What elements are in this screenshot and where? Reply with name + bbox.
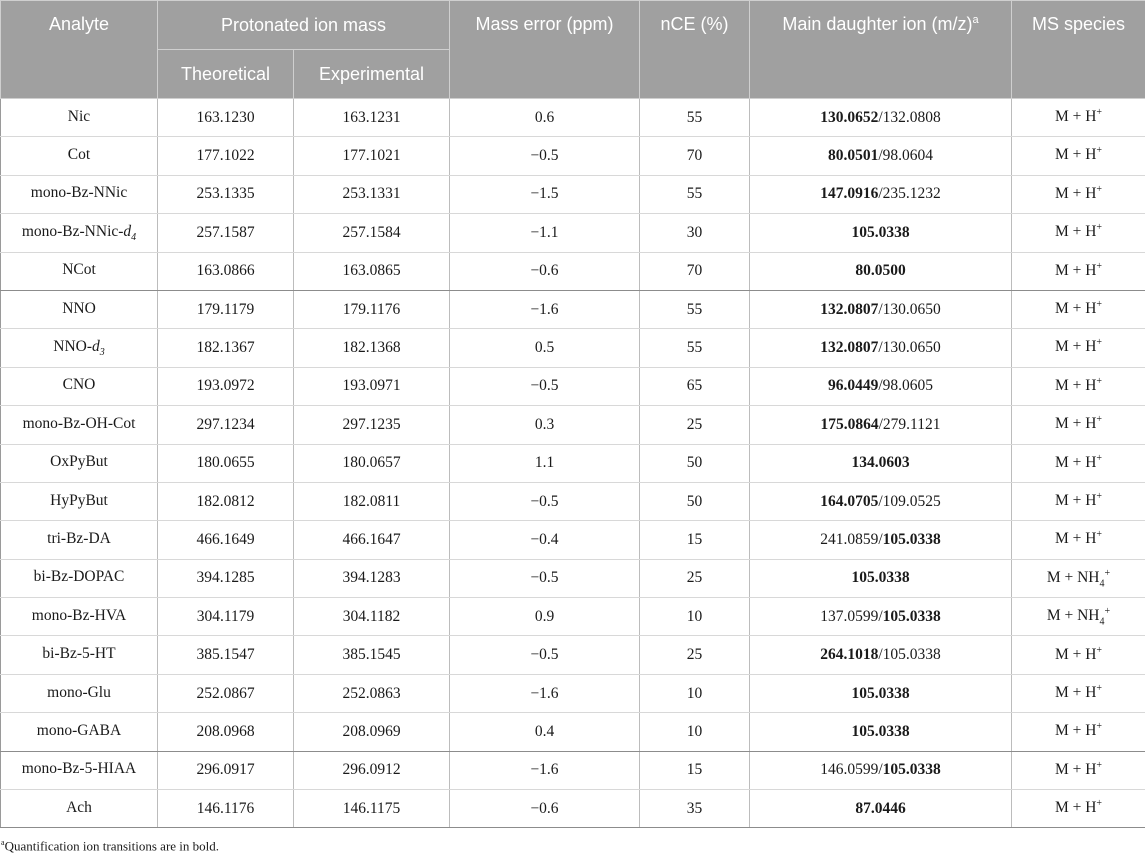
ms-species-charge: + bbox=[1096, 683, 1102, 694]
cell-mass-error: −1.5 bbox=[450, 175, 640, 213]
cell-analyte bbox=[1, 751, 158, 789]
cell-daughter-ion bbox=[750, 790, 1012, 828]
cell-mass-error: −1.6 bbox=[450, 751, 640, 789]
ms-species-base: M + H bbox=[1055, 799, 1096, 816]
cell-theoretical: 182.0812 bbox=[158, 482, 294, 520]
cell-daughter-ion bbox=[750, 214, 1012, 252]
cell-analyte bbox=[1, 99, 158, 137]
cell-ms-species bbox=[1012, 559, 1145, 597]
ms-species-charge: + bbox=[1096, 414, 1102, 425]
header-ms-species: MS species bbox=[1012, 1, 1145, 99]
ms-species-base: M + NH bbox=[1047, 607, 1100, 624]
cell-experimental: 394.1283 bbox=[294, 559, 450, 597]
daughter-ion-quantifier: 132.0807 bbox=[820, 339, 878, 356]
table-row bbox=[1, 559, 1145, 597]
cell-daughter-ion bbox=[750, 252, 1012, 290]
cell-daughter-ion bbox=[750, 482, 1012, 520]
cell-theoretical: 163.0866 bbox=[158, 252, 294, 290]
header-main-daughter-ion bbox=[750, 1, 1012, 99]
cell-experimental: 193.0971 bbox=[294, 367, 450, 405]
ms-species-base: M + H bbox=[1055, 339, 1096, 356]
ms-species-charge: + bbox=[1096, 645, 1102, 656]
daughter-ion-quantifier: 132.0807 bbox=[820, 301, 878, 318]
cell-theoretical: 208.0968 bbox=[158, 713, 294, 751]
cell-mass-error: 0.3 bbox=[450, 406, 640, 444]
cell-theoretical: 163.1230 bbox=[158, 99, 294, 137]
cell-nce: 55 bbox=[640, 175, 750, 213]
cell-experimental: 466.1647 bbox=[294, 521, 450, 559]
ms-species-base: M + H bbox=[1055, 415, 1096, 432]
ms-species-charge: + bbox=[1096, 222, 1102, 233]
cell-theoretical: 182.1367 bbox=[158, 329, 294, 367]
cell-daughter-ion bbox=[750, 636, 1012, 674]
cell-analyte bbox=[1, 482, 158, 520]
ms-species-charge: + bbox=[1096, 376, 1102, 387]
ms-species-charge: + bbox=[1096, 299, 1102, 310]
cell-ms-species bbox=[1012, 482, 1145, 520]
ms-species-charge: + bbox=[1096, 798, 1102, 809]
daughter-ion-suffix: /109.0525 bbox=[878, 493, 940, 510]
cell-theoretical: 193.0972 bbox=[158, 367, 294, 405]
cell-mass-error: −0.5 bbox=[450, 137, 640, 175]
analyte-name: mono-Bz-5-HIAA bbox=[22, 760, 137, 777]
cell-experimental: 304.1182 bbox=[294, 598, 450, 636]
daughter-ion-suffix: /279.1121 bbox=[879, 416, 941, 433]
analyte-name: mono-Bz-NNic bbox=[31, 184, 127, 201]
cell-experimental: 163.1231 bbox=[294, 99, 450, 137]
cell-mass-error: 0.9 bbox=[450, 598, 640, 636]
ms-species-base: M + H bbox=[1055, 722, 1096, 739]
daughter-ion-quantifier: 80.0501 bbox=[828, 147, 878, 164]
ms-species-charge: + bbox=[1096, 261, 1102, 272]
cell-theoretical: 179.1179 bbox=[158, 290, 294, 328]
cell-daughter-ion bbox=[750, 598, 1012, 636]
ms-species-base: M + H bbox=[1055, 454, 1096, 471]
cell-experimental: 182.0811 bbox=[294, 482, 450, 520]
table-row bbox=[1, 137, 1145, 175]
cell-analyte bbox=[1, 137, 158, 175]
cell-theoretical: 253.1335 bbox=[158, 175, 294, 213]
ms-species-charge: + bbox=[1096, 491, 1102, 502]
ms-species-base: M + H bbox=[1055, 185, 1096, 202]
header-main-daughter-ion-label: Main daughter ion (m/z) bbox=[782, 14, 972, 34]
cell-daughter-ion bbox=[750, 521, 1012, 559]
cell-nce: 55 bbox=[640, 329, 750, 367]
analyte-name: mono-Bz-NNic- bbox=[22, 223, 124, 240]
ms-species-base: M + H bbox=[1055, 761, 1096, 778]
cell-ms-species bbox=[1012, 406, 1145, 444]
ms-species-subscript: 4 bbox=[1100, 616, 1105, 627]
cell-analyte bbox=[1, 214, 158, 252]
table-row bbox=[1, 598, 1145, 636]
cell-mass-error: 0.6 bbox=[450, 99, 640, 137]
daughter-ion-quantifier: 105.0338 bbox=[883, 531, 941, 548]
cell-nce: 70 bbox=[640, 252, 750, 290]
table-row bbox=[1, 521, 1145, 559]
cell-experimental: 385.1545 bbox=[294, 636, 450, 674]
analyte-name: NCot bbox=[62, 261, 96, 278]
ms-species-charge: + bbox=[1105, 606, 1111, 617]
daughter-ion-quantifier: 105.0338 bbox=[851, 685, 909, 702]
cell-ms-species bbox=[1012, 367, 1145, 405]
table-row bbox=[1, 751, 1145, 789]
daughter-ion-quantifier: 96.0449 bbox=[828, 377, 878, 394]
cell-analyte bbox=[1, 444, 158, 482]
cell-ms-species bbox=[1012, 713, 1145, 751]
cell-nce: 15 bbox=[640, 521, 750, 559]
cell-analyte bbox=[1, 713, 158, 751]
cell-daughter-ion bbox=[750, 559, 1012, 597]
cell-nce: 35 bbox=[640, 790, 750, 828]
analyte-name: CNO bbox=[63, 376, 96, 393]
cell-daughter-ion bbox=[750, 751, 1012, 789]
footnote-marker: a bbox=[1, 838, 5, 847]
cell-theoretical: 297.1234 bbox=[158, 406, 294, 444]
cell-nce: 25 bbox=[640, 636, 750, 674]
analyte-name: Ach bbox=[66, 799, 92, 816]
cell-theoretical: 385.1547 bbox=[158, 636, 294, 674]
table-row bbox=[1, 252, 1145, 290]
table-body bbox=[1, 99, 1145, 828]
cell-experimental: 163.0865 bbox=[294, 252, 450, 290]
cell-nce: 50 bbox=[640, 444, 750, 482]
ms-species-charge: + bbox=[1096, 453, 1102, 464]
cell-nce: 10 bbox=[640, 674, 750, 712]
analyte-isotope-count: 4 bbox=[131, 232, 136, 243]
daughter-ion-suffix: /98.0605 bbox=[878, 377, 933, 394]
cell-mass-error: −1.6 bbox=[450, 290, 640, 328]
analyte-name: Cot bbox=[68, 146, 90, 163]
daughter-ion-prefix: 241.0859/ bbox=[820, 531, 882, 548]
table-row bbox=[1, 713, 1145, 751]
cell-mass-error: −0.5 bbox=[450, 636, 640, 674]
ms-species-charge: + bbox=[1096, 145, 1102, 156]
ms-species-charge: + bbox=[1096, 107, 1102, 118]
header-protonated-ion-mass: Protonated ion mass bbox=[158, 1, 450, 50]
ms-species-base: M + NH bbox=[1047, 569, 1100, 586]
cell-daughter-ion bbox=[750, 137, 1012, 175]
daughter-ion-quantifier: 134.0603 bbox=[851, 454, 909, 471]
analyte-name: mono-Bz-HVA bbox=[32, 607, 126, 624]
cell-theoretical: 466.1649 bbox=[158, 521, 294, 559]
daughter-ion-quantifier: 147.0916 bbox=[820, 185, 878, 202]
daughter-ion-quantifier: 80.0500 bbox=[855, 262, 905, 279]
cell-daughter-ion bbox=[750, 329, 1012, 367]
ms-species-charge: + bbox=[1105, 568, 1111, 579]
cell-daughter-ion bbox=[750, 444, 1012, 482]
table-row bbox=[1, 406, 1145, 444]
cell-daughter-ion bbox=[750, 713, 1012, 751]
daughter-ion-suffix: /130.0650 bbox=[878, 301, 940, 318]
cell-ms-species bbox=[1012, 252, 1145, 290]
cell-nce: 30 bbox=[640, 214, 750, 252]
ms-species-base: M + H bbox=[1055, 377, 1096, 394]
cell-nce: 70 bbox=[640, 137, 750, 175]
cell-ms-species bbox=[1012, 99, 1145, 137]
cell-mass-error: 1.1 bbox=[450, 444, 640, 482]
cell-analyte bbox=[1, 175, 158, 213]
daughter-ion-quantifier: 175.0864 bbox=[821, 416, 879, 433]
header-analyte: Analyte bbox=[1, 1, 158, 99]
cell-ms-species bbox=[1012, 214, 1145, 252]
cell-experimental: 297.1235 bbox=[294, 406, 450, 444]
daughter-ion-quantifier: 105.0338 bbox=[883, 761, 941, 778]
cell-daughter-ion bbox=[750, 99, 1012, 137]
ms-species-base: M + H bbox=[1055, 300, 1096, 317]
cell-theoretical: 180.0655 bbox=[158, 444, 294, 482]
cell-analyte bbox=[1, 790, 158, 828]
header-experimental: Experimental bbox=[294, 50, 450, 99]
cell-theoretical: 394.1285 bbox=[158, 559, 294, 597]
cell-nce: 55 bbox=[640, 99, 750, 137]
analyte-name: mono-Glu bbox=[47, 684, 111, 701]
analyte-isotope-count: 3 bbox=[100, 347, 105, 358]
cell-mass-error: −0.5 bbox=[450, 367, 640, 405]
analyte-name: bi-Bz-5-HT bbox=[42, 645, 115, 662]
cell-daughter-ion bbox=[750, 290, 1012, 328]
analyte-name: tri-Bz-DA bbox=[47, 530, 111, 547]
cell-mass-error: 0.5 bbox=[450, 329, 640, 367]
cell-ms-species bbox=[1012, 329, 1145, 367]
table-row bbox=[1, 175, 1145, 213]
cell-ms-species bbox=[1012, 521, 1145, 559]
table-row bbox=[1, 99, 1145, 137]
cell-experimental: 257.1584 bbox=[294, 214, 450, 252]
cell-analyte bbox=[1, 367, 158, 405]
cell-analyte bbox=[1, 674, 158, 712]
ms-species-charge: + bbox=[1096, 760, 1102, 771]
ms-species-base: M + H bbox=[1055, 108, 1096, 125]
analyte-name: NNO- bbox=[53, 338, 92, 355]
daughter-ion-suffix: /130.0650 bbox=[878, 339, 940, 356]
daughter-ion-suffix: /235.1232 bbox=[878, 185, 940, 202]
cell-mass-error: −1.1 bbox=[450, 214, 640, 252]
daughter-ion-quantifier: 105.0338 bbox=[851, 569, 909, 586]
cell-ms-species bbox=[1012, 674, 1145, 712]
ms-species-charge: + bbox=[1096, 529, 1102, 540]
cell-mass-error: −0.6 bbox=[450, 790, 640, 828]
cell-ms-species bbox=[1012, 636, 1145, 674]
daughter-ion-quantifier: 87.0446 bbox=[855, 800, 905, 817]
cell-analyte bbox=[1, 521, 158, 559]
cell-experimental: 253.1331 bbox=[294, 175, 450, 213]
cell-experimental: 296.0912 bbox=[294, 751, 450, 789]
analyte-name: mono-GABA bbox=[37, 722, 121, 739]
cell-nce: 15 bbox=[640, 751, 750, 789]
cell-mass-error: 0.4 bbox=[450, 713, 640, 751]
ms-species-charge: + bbox=[1096, 337, 1102, 348]
table-row bbox=[1, 636, 1145, 674]
cell-theoretical: 146.1176 bbox=[158, 790, 294, 828]
cell-theoretical: 252.0867 bbox=[158, 674, 294, 712]
table-row bbox=[1, 214, 1145, 252]
analyte-name: mono-Bz-OH-Cot bbox=[23, 415, 136, 432]
cell-nce: 25 bbox=[640, 559, 750, 597]
ms-species-base: M + H bbox=[1055, 262, 1096, 279]
cell-mass-error: −0.4 bbox=[450, 521, 640, 559]
cell-ms-species bbox=[1012, 290, 1145, 328]
cell-ms-species bbox=[1012, 137, 1145, 175]
cell-nce: 10 bbox=[640, 598, 750, 636]
cell-analyte bbox=[1, 252, 158, 290]
cell-mass-error: −0.5 bbox=[450, 482, 640, 520]
analyte-isotope-letter: d bbox=[123, 223, 131, 240]
cell-theoretical: 296.0917 bbox=[158, 751, 294, 789]
ms-species-base: M + H bbox=[1055, 147, 1096, 164]
header-footnote-marker: a bbox=[972, 14, 978, 26]
cell-experimental: 146.1175 bbox=[294, 790, 450, 828]
cell-experimental: 252.0863 bbox=[294, 674, 450, 712]
cell-nce: 65 bbox=[640, 367, 750, 405]
table-row bbox=[1, 444, 1145, 482]
table-row bbox=[1, 329, 1145, 367]
cell-mass-error: −0.6 bbox=[450, 252, 640, 290]
daughter-ion-suffix: /105.0338 bbox=[878, 646, 940, 663]
cell-experimental: 179.1176 bbox=[294, 290, 450, 328]
table-row bbox=[1, 290, 1145, 328]
cell-analyte bbox=[1, 636, 158, 674]
cell-experimental: 177.1021 bbox=[294, 137, 450, 175]
cell-analyte bbox=[1, 559, 158, 597]
table-row bbox=[1, 482, 1145, 520]
cell-experimental: 180.0657 bbox=[294, 444, 450, 482]
cell-mass-error: −1.6 bbox=[450, 674, 640, 712]
analyte-name: Nic bbox=[68, 108, 90, 125]
ms-species-charge: + bbox=[1096, 184, 1102, 195]
cell-analyte bbox=[1, 406, 158, 444]
table-row bbox=[1, 674, 1145, 712]
cell-daughter-ion bbox=[750, 175, 1012, 213]
ms-species-base: M + H bbox=[1055, 531, 1096, 548]
daughter-ion-suffix: /98.0604 bbox=[878, 147, 933, 164]
ms-species-charge: + bbox=[1096, 721, 1102, 732]
ms-species-base: M + H bbox=[1055, 223, 1096, 240]
header-nce: nCE (%) bbox=[640, 1, 750, 99]
cell-ms-species bbox=[1012, 598, 1145, 636]
cell-nce: 55 bbox=[640, 290, 750, 328]
daughter-ion-quantifier: 105.0338 bbox=[883, 608, 941, 625]
daughter-ion-quantifier: 130.0652 bbox=[820, 109, 878, 126]
cell-nce: 50 bbox=[640, 482, 750, 520]
cell-ms-species bbox=[1012, 751, 1145, 789]
cell-mass-error: −0.5 bbox=[450, 559, 640, 597]
cell-theoretical: 304.1179 bbox=[158, 598, 294, 636]
cell-theoretical: 257.1587 bbox=[158, 214, 294, 252]
cell-analyte bbox=[1, 329, 158, 367]
cell-theoretical: 177.1022 bbox=[158, 137, 294, 175]
cell-ms-species bbox=[1012, 175, 1145, 213]
table-header bbox=[1, 1, 1145, 99]
analyte-name: NNO bbox=[62, 300, 96, 317]
daughter-ion-quantifier: 264.1018 bbox=[820, 646, 878, 663]
daughter-ion-prefix: 146.0599/ bbox=[820, 761, 882, 778]
ms-species-subscript: 4 bbox=[1100, 578, 1105, 589]
cell-analyte bbox=[1, 598, 158, 636]
analyte-name: bi-Bz-DOPAC bbox=[34, 568, 125, 585]
cell-experimental: 182.1368 bbox=[294, 329, 450, 367]
cell-experimental: 208.0969 bbox=[294, 713, 450, 751]
daughter-ion-quantifier: 164.0705 bbox=[820, 493, 878, 510]
cell-nce: 10 bbox=[640, 713, 750, 751]
cell-ms-species bbox=[1012, 790, 1145, 828]
cell-daughter-ion bbox=[750, 674, 1012, 712]
daughter-ion-prefix: 137.0599/ bbox=[820, 608, 882, 625]
ms-species-base: M + H bbox=[1055, 492, 1096, 509]
ms-species-base: M + H bbox=[1055, 646, 1096, 663]
cell-analyte bbox=[1, 290, 158, 328]
table-row bbox=[1, 790, 1145, 828]
cell-daughter-ion bbox=[750, 406, 1012, 444]
ms-species-base: M + H bbox=[1055, 684, 1096, 701]
header-mass-error: Mass error (ppm) bbox=[450, 1, 640, 99]
footnote-text: Quantification ion transitions are in bold. bbox=[5, 838, 219, 853]
cell-ms-species bbox=[1012, 444, 1145, 482]
daughter-ion-suffix: /132.0808 bbox=[878, 109, 940, 126]
analyte-isotope-letter: d bbox=[92, 338, 100, 355]
analyte-name: HyPyBut bbox=[50, 492, 108, 509]
table-footnote bbox=[1, 836, 219, 853]
cell-daughter-ion bbox=[750, 367, 1012, 405]
table-row bbox=[1, 367, 1145, 405]
analyte-name: OxPyBut bbox=[50, 453, 108, 470]
header-theoretical: Theoretical bbox=[158, 50, 294, 99]
cell-nce: 25 bbox=[640, 406, 750, 444]
daughter-ion-quantifier: 105.0338 bbox=[851, 723, 909, 740]
daughter-ion-quantifier: 105.0338 bbox=[851, 224, 909, 241]
